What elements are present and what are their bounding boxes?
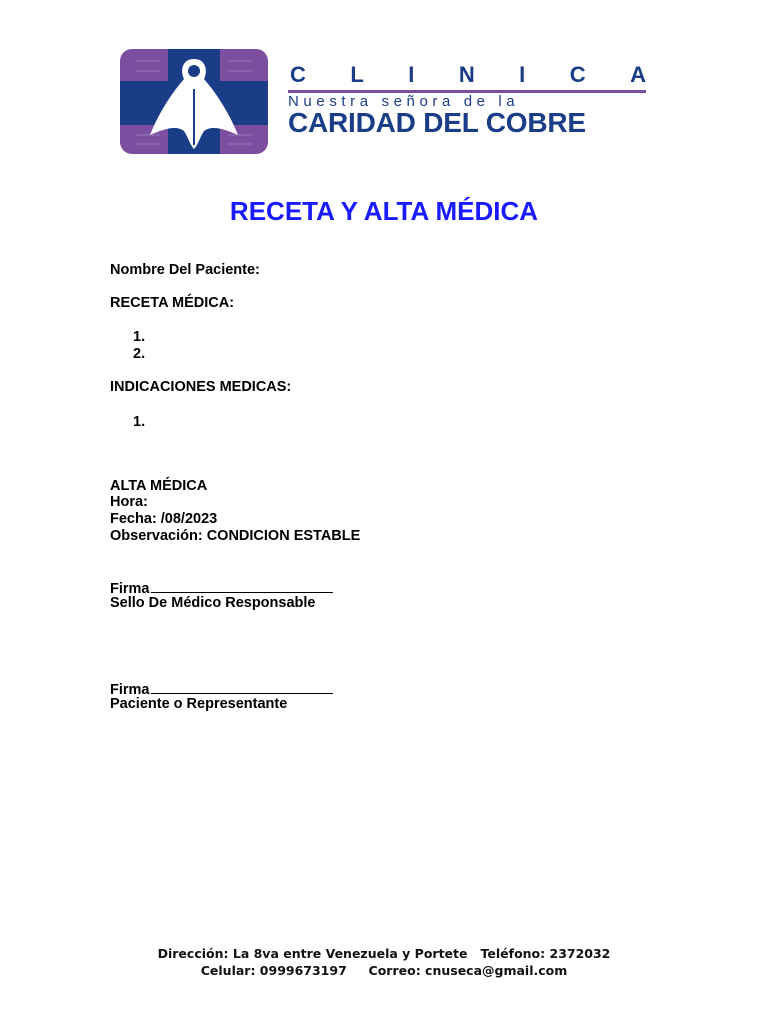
doctor-signature-caption: Sello De Médico Responsable <box>110 595 316 611</box>
recipe-label: RECETA MÉDICA: <box>110 295 235 311</box>
virgin-face-icon <box>188 65 200 77</box>
indications-item-1: 1. <box>133 414 146 430</box>
logo-letter: C <box>290 62 306 87</box>
logo-clinic-name: CARIDAD DEL COBRE <box>288 107 586 138</box>
hour-label: Hora: <box>110 494 148 510</box>
patient-signature-line[interactable] <box>151 679 333 694</box>
recipe-item-2: 2. <box>133 346 146 362</box>
clinic-logo-emblem <box>120 49 268 154</box>
clinic-logo-text <box>288 60 648 140</box>
logo-subtitle: Nuestra señora de la <box>288 93 520 110</box>
doctor-signature-label: Firma <box>110 581 150 597</box>
logo-letter: C <box>569 62 586 87</box>
patient-signature-label: Firma <box>110 682 150 698</box>
patient-signature-caption: Paciente o Representante <box>110 696 288 712</box>
footer-address: Dirección: La 8va entre Venezuela y Portete Teléfono: 2372032 <box>157 946 611 961</box>
document-title: RECETA Y ALTA MÉDICA <box>229 196 539 226</box>
patient-name-label: Nombre Del Paciente: <box>110 262 260 278</box>
logo-letter: I <box>408 62 415 87</box>
logo-letter: I <box>519 62 526 87</box>
doctor-signature-line[interactable] <box>151 578 333 593</box>
observation-label: Observación: CONDICION ESTABLE <box>110 528 361 544</box>
discharge-label: ALTA MÉDICA <box>110 478 208 494</box>
date-label: Fecha: /08/2023 <box>110 511 218 527</box>
logo-letter: A <box>630 62 646 87</box>
logo-letter: L <box>350 62 364 87</box>
recipe-item-1: 1. <box>133 329 146 345</box>
footer-contact: Celular: 0999673197 Correo: cnuseca@gmail.com <box>200 963 568 978</box>
logo-brand-line <box>288 62 648 88</box>
logo-letter: N <box>458 62 475 87</box>
indications-label: INDICACIONES MEDICAS: <box>110 379 292 395</box>
